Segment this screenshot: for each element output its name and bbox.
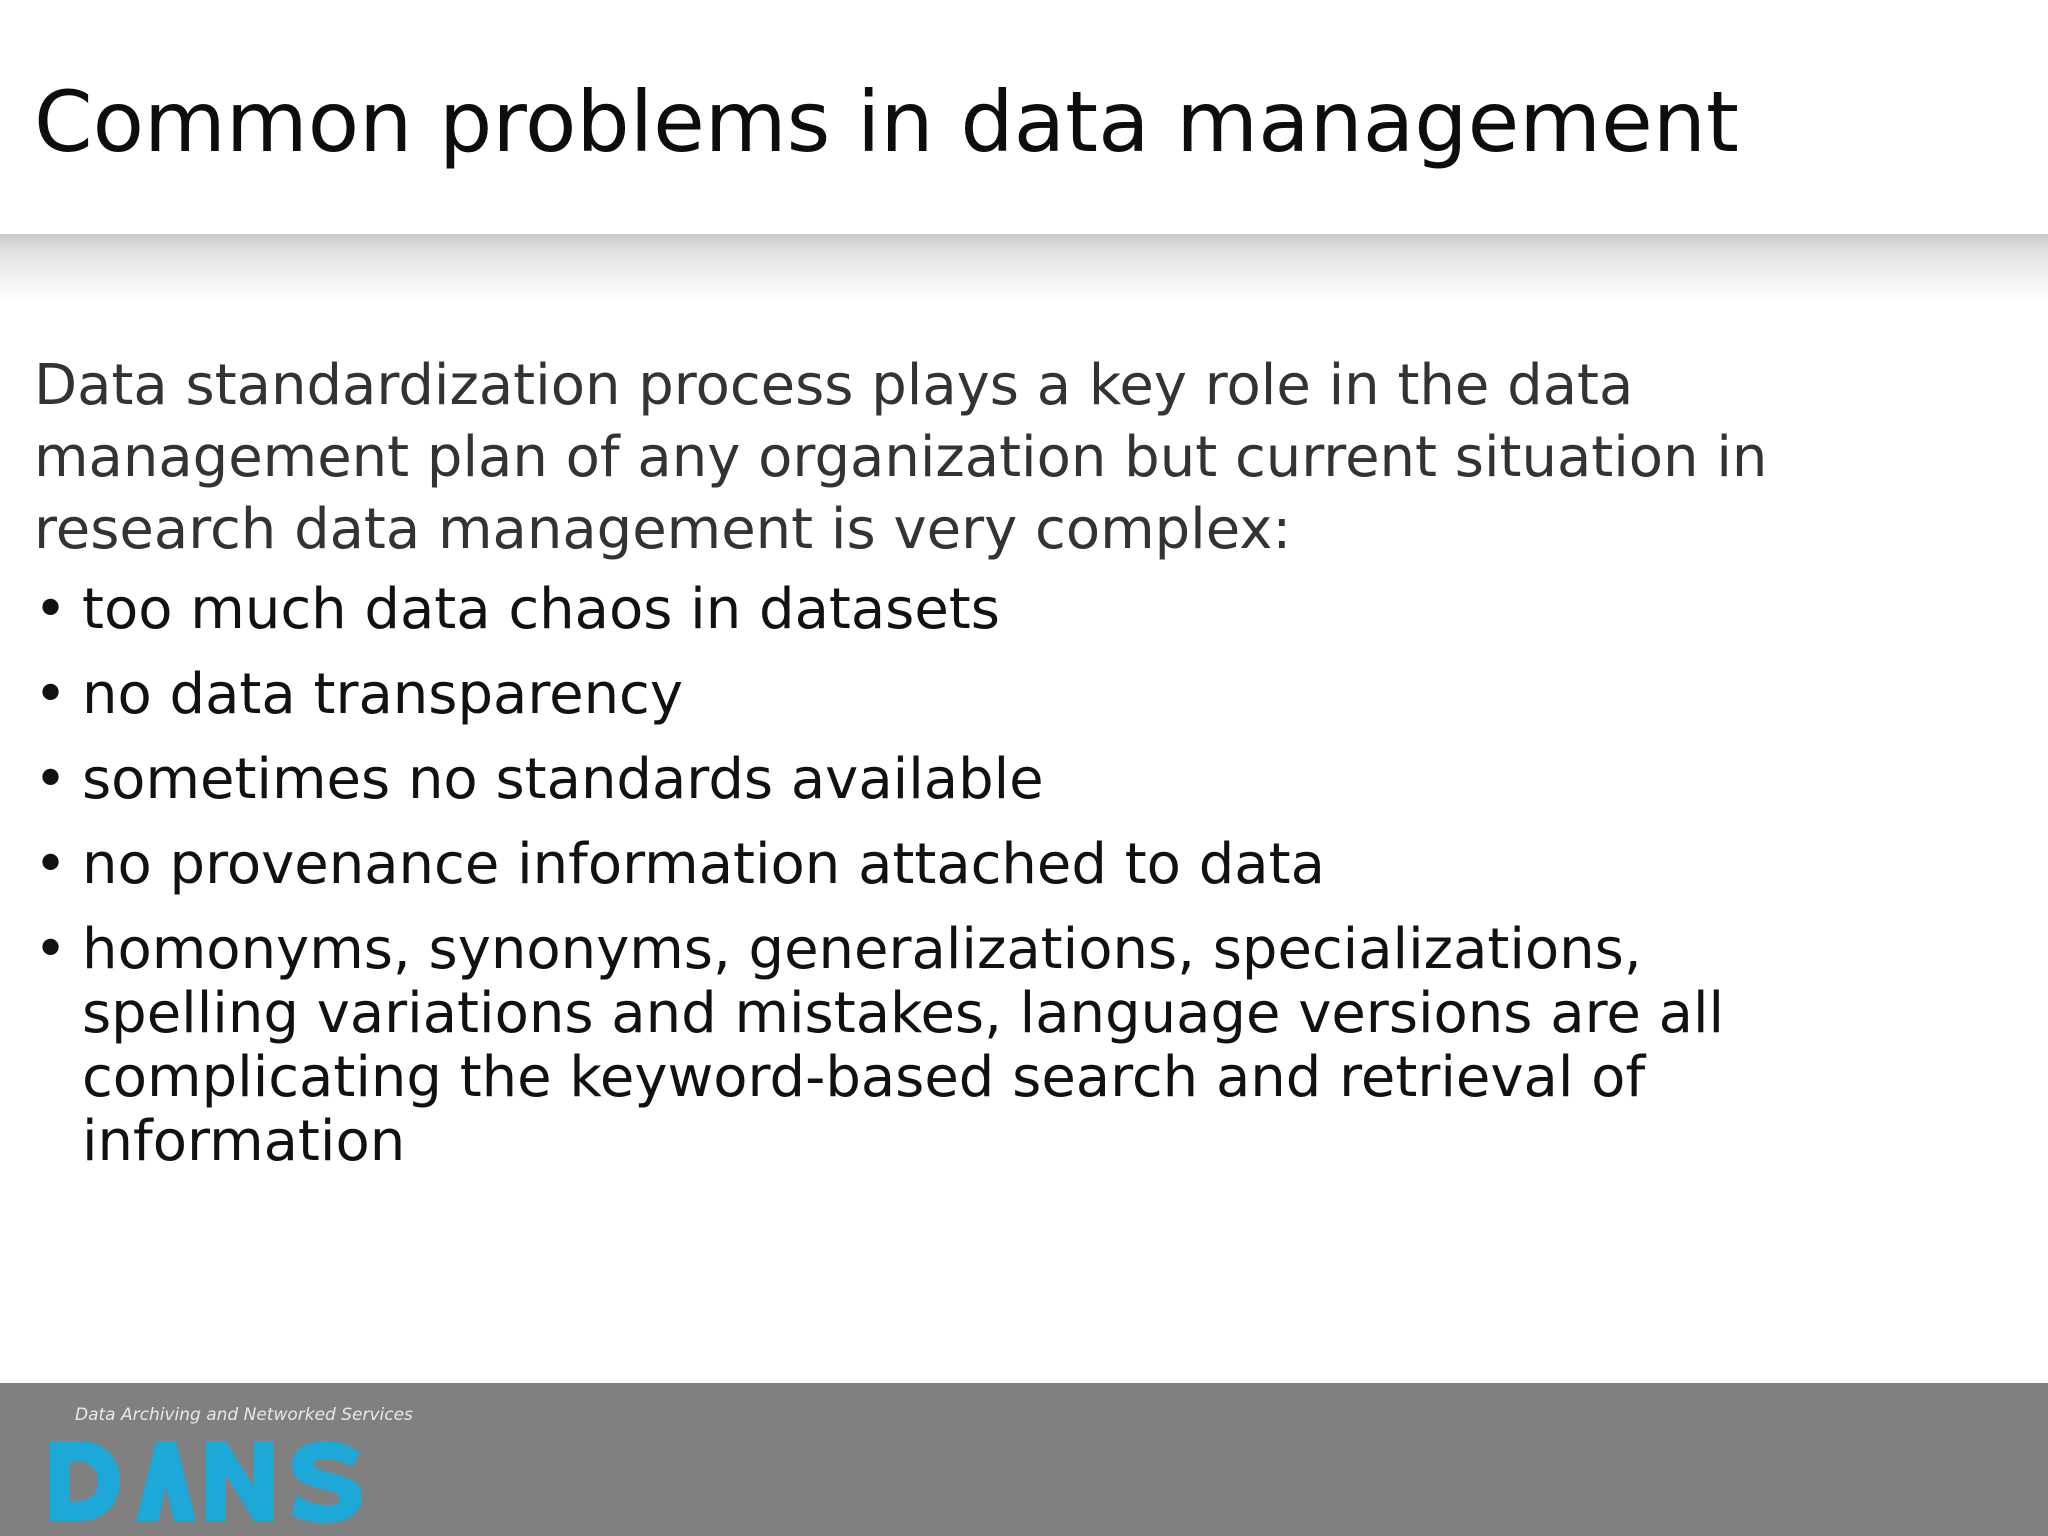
bullet-text: homonyms, synonyms, generalizations, specializations, (82, 917, 1642, 982)
bullet-text: sometimes no standards available (82, 747, 1044, 812)
bullet-dot-icon: • (34, 832, 68, 897)
bullet-dot-icon: • (34, 577, 68, 642)
bullet-dot-icon: • (34, 917, 68, 982)
intro-line: Data standardization process plays a key role in the data (34, 353, 1634, 418)
dans-logo-icon (48, 1437, 368, 1525)
bullet-text: too much data chaos in datasets (82, 577, 1000, 642)
bullet-text: information (82, 1109, 406, 1174)
footer-bar (0, 1383, 2048, 1536)
bullet-text: no data transparency (82, 662, 683, 727)
intro-paragraph (34, 350, 1994, 566)
bullet-dot-icon: • (34, 662, 68, 727)
bullet-item (34, 918, 1994, 1174)
problem-list (34, 578, 1994, 1195)
title-divider-shadow (0, 234, 2048, 304)
logo-tagline: Data Archiving and Networked Services (75, 1405, 413, 1425)
intro-line: management plan of any organization but current situation in (34, 425, 1768, 490)
bullet-dot-icon: • (34, 747, 68, 812)
bullet-text: spelling variations and mistakes, language versions are all (82, 981, 1725, 1046)
intro-line: research data management is very complex: (34, 497, 1292, 562)
slide-title: Common problems in data management (34, 73, 1739, 171)
bullet-item (34, 663, 1994, 727)
bullet-item (34, 578, 1994, 642)
bullet-item (34, 833, 1994, 897)
bullet-text: no provenance information attached to data (82, 832, 1325, 897)
bullet-text: complicating the keyword-based search and retrieval of (82, 1045, 1646, 1110)
bullet-item (34, 748, 1994, 812)
